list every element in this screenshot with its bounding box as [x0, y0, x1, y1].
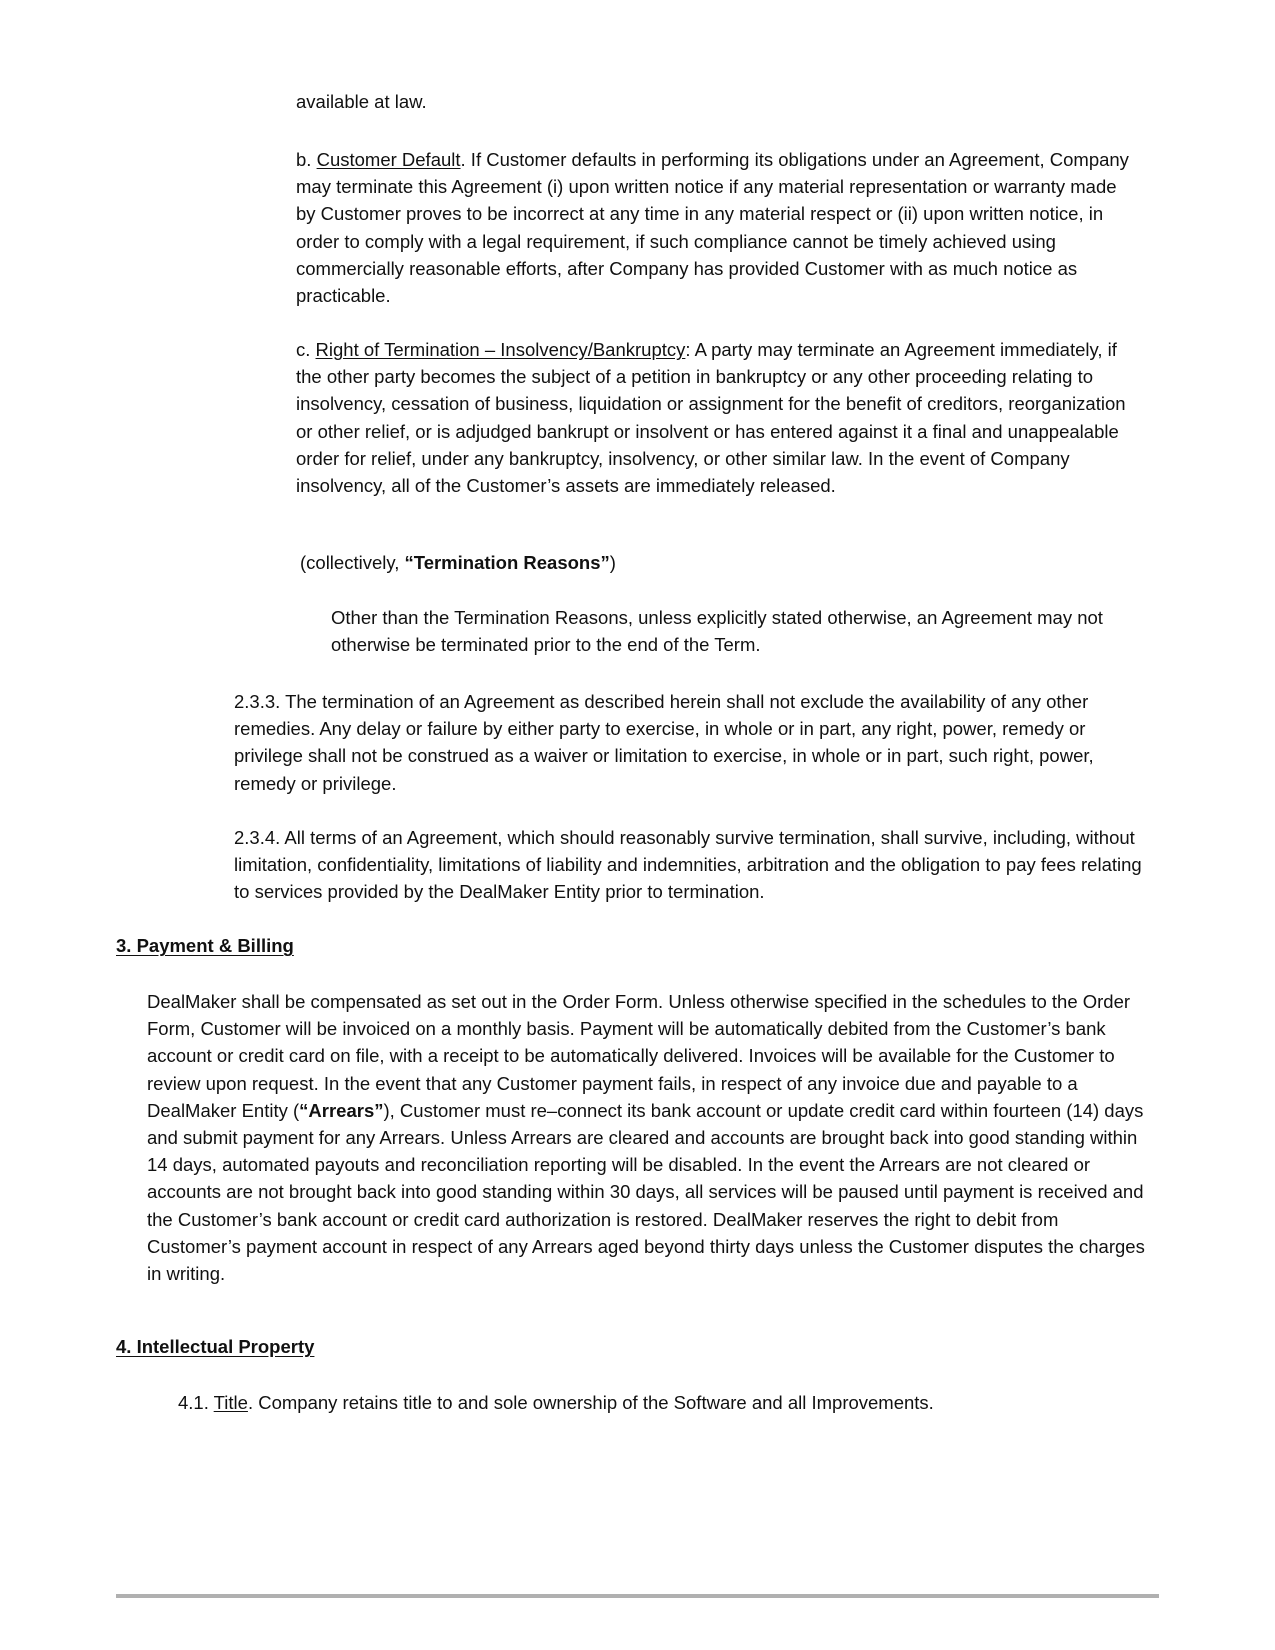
insolvency-paragraph: [296, 336, 1136, 499]
clause-2-3-4: 2.3.4. All terms of an Agreement, which should reasonably survive termination, shall survive, including, without limitation, confidentiality, limitations of liability and indemnities, arbitration and the obligation to pay fees relating to services provided by the DealMaker Entity prior to termination.: [234, 827, 1142, 903]
title-clause-title: Title: [213, 1392, 248, 1413]
title-clause-prefix: 4.1.: [178, 1392, 214, 1413]
collectively-line: [300, 549, 1100, 576]
payment-body-part1: DealMaker shall be compensated as set out in the Order Form. Unless otherwise specified in the schedules to the Order Form, Customer will be invoiced on a monthly basis. Payment will be automatically debited from the Customer’s bank account or credit card on file, with a receipt to be automatically delivered. Invoices will be available for the Customer to review upon request. In the event that any Customer payment fails, in respect of any invoice due and payable to a DealMaker Entity (: [147, 991, 1131, 1121]
clause-2-3-3: 2.3.3. The termination of an Agreement as described herein shall not exclude the availability of any other remedies. Any delay or failure by either party to exercise, in whole or in part, any right, power, remedy or privilege shall not be construed as a waiver or limitation to exercise, in whole or in part, such right, power, remedy or privilege.: [234, 691, 1094, 794]
termination-reasons-term: “Termination Reasons”: [404, 552, 610, 573]
intellectual-property-heading: 4. Intellectual Property: [116, 1336, 315, 1357]
title-clause-body: . Company retains title to and sole ownership of the Software and all Improvements.: [247, 1392, 934, 1413]
footer-divider: [116, 1594, 1159, 1598]
collectively-prefix: (collectively,: [300, 552, 405, 573]
insolvency-prefix: c.: [296, 339, 316, 360]
payment-body-part2: ), Customer must re–connect its bank account or update credit card within fourteen (14) days and submit payment for any Arrears. Unless Arrears are cleared and accounts are brought back into good standing within 14 days, automated payouts and reconciliation reporting will be disabled. In the event the Arrears are not cleared or accounts are not brought back into good standing within 30 days, all services will be paused until payment is received and the Customer’s bank account or credit card authorization is restored. DealMaker reserves the right to debit from Customer’s payment account in respect of any Arrears aged beyond thirty days unless the Customer disputes the charges in writing.: [147, 1099, 1145, 1285]
payment-billing-body: [147, 988, 1145, 1287]
arrears-term: “Arrears”: [299, 1099, 384, 1121]
collectively-suffix: ): [609, 552, 616, 573]
customer-default-title: Customer Default: [316, 149, 461, 170]
insolvency-title: Right of Termination – Insolvency/Bankruptcy: [315, 339, 686, 360]
other-than-paragraph: Other than the Termination Reasons, unless explicitly stated otherwise, an Agreement may not otherwise be terminated prior to the end of the Term.: [331, 607, 1103, 656]
customer-default-prefix: b.: [296, 149, 317, 170]
payment-billing-heading: 3. Payment & Billing: [116, 935, 294, 956]
customer-default-paragraph: [296, 146, 1138, 309]
law-tail-text: available at law.: [296, 91, 427, 112]
title-clause-4-1: [178, 1389, 1138, 1416]
insolvency-body: : A party may terminate an Agreement immediately, if the other party becomes the subject of a petition in bankruptcy or any other proceeding relating to insolvency, cessation of business, liquidation or assignment for the benefit of creditors, reorganization or other relief, or is adjudged bankrupt or insolvent or has entered against it a final and unappealable order for relief, under any bankruptcy, insolvency, or other similar law. In the event of Company insolvency, all of the Customer’s assets are immediately released.: [296, 339, 1126, 497]
customer-default-body: . If Customer defaults in performing its obligations under an Agreement, Company may terminate this Agreement (i) upon written notice if any material representation or warranty made by Customer proves to be incorrect at any time in any material respect or (ii) upon written notice, in order to comply with a legal requirement, if such compliance cannot be timely achieved using commercially reasonable efforts, after Company has provided Customer with as much notice as practicable.: [296, 149, 1129, 307]
